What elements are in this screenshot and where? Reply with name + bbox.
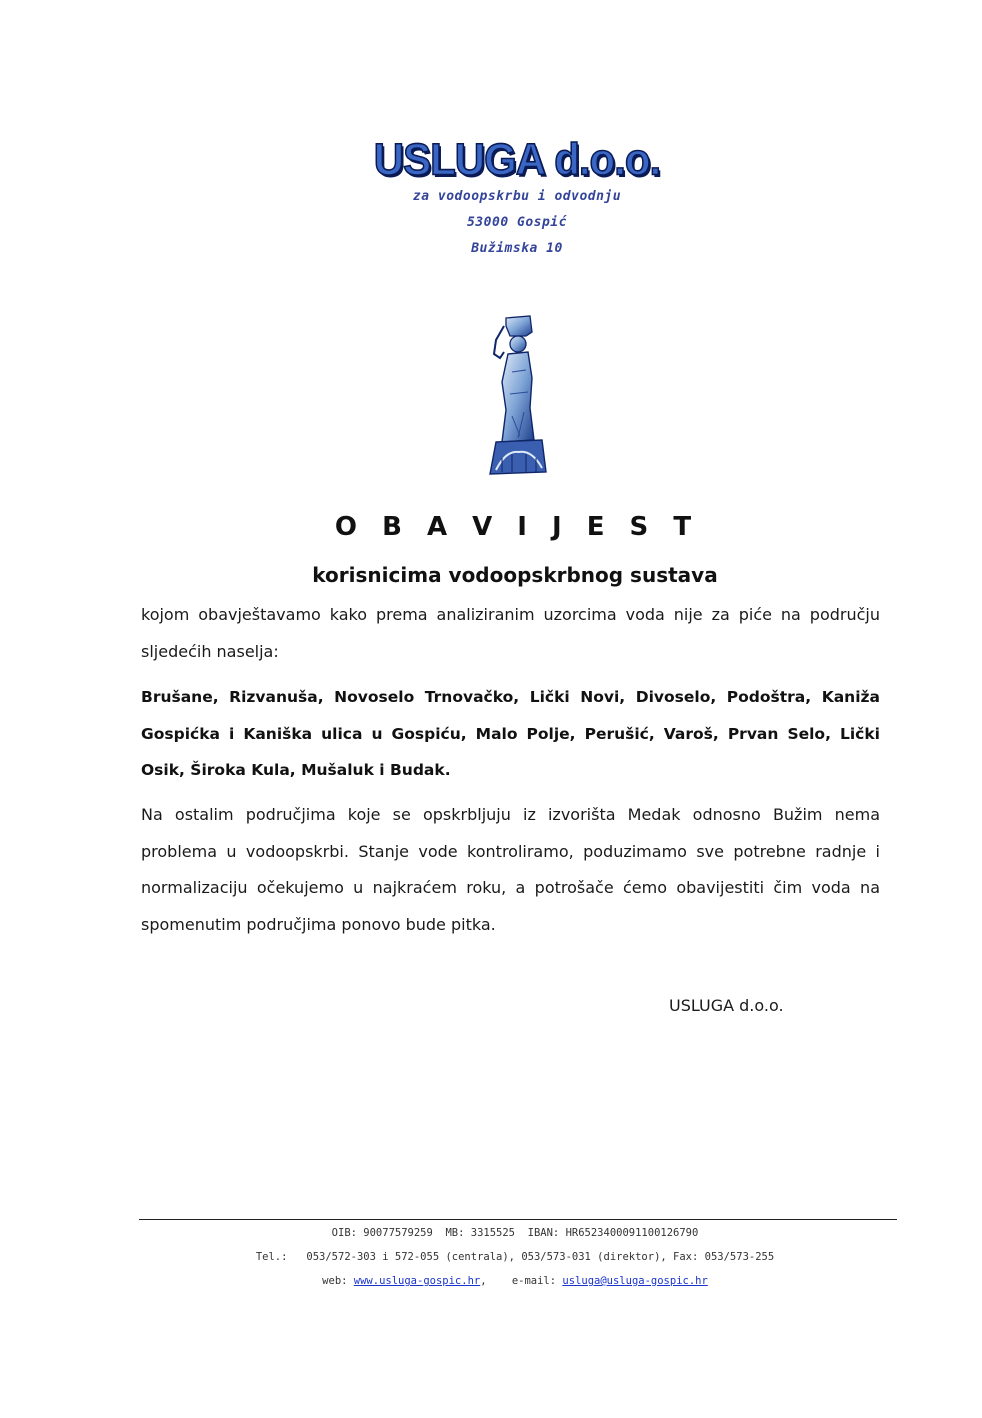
statue-logo-icon bbox=[486, 312, 552, 480]
web-label: web: bbox=[322, 1275, 354, 1287]
footer-contacts bbox=[0, 1275, 982, 1287]
email-label: , e-mail: bbox=[480, 1275, 563, 1287]
footer-phones: Tel.: 053/572-303 i 572-055 (centrala), 053/573-031 (direktor), Fax: 053/573-255 bbox=[255, 1251, 775, 1263]
company-street: Bužimska 10 bbox=[471, 241, 563, 256]
signature: USLUGA d.o.o. bbox=[669, 996, 784, 1015]
footer-company-ids: OIB: 90077579259 MB: 3315525 IBAN: HR6523400091100126790 bbox=[331, 1227, 699, 1239]
affected-places-paragraph: Brušane, Rizvanuša, Novoselo Trnovačko, Lički Novi, Divoselo, Podoštra, Kaniža Gospićka i Kaniška ulica u Gospiću, Malo Polje, Perušić, Varoš, Prvan Selo, Lički Osik, Široka Kula, Mušaluk i Budak. bbox=[141, 688, 880, 779]
website-link[interactable]: www.usluga-gospic.hr bbox=[353, 1275, 481, 1287]
notice-title: O B A V I J E S T bbox=[334, 512, 700, 542]
email-link[interactable]: usluga@usluga-gospic.hr bbox=[562, 1275, 708, 1287]
company-name: USLUGA d.o.o. bbox=[373, 134, 661, 185]
status-paragraph: Na ostalim područjima koje se opskrbljuju iz izvorišta Medak odnosno Bužim nema problema u vodoopskrbi. Stanje vode kontroliramo, poduzimamo sve potrebne radnje i normalizaciju očekujemo u najkraćem roku, a potrošače ćemo obavijestiti čim voda na spomenutim područjima ponovo bude pitka. bbox=[141, 805, 880, 934]
footer-divider bbox=[139, 1219, 897, 1220]
company-city: 53000 Gospić bbox=[467, 215, 567, 230]
notice-subtitle: korisnicima vodoopskrbnog sustava bbox=[312, 563, 718, 587]
company-subtitle: za vodoopskrbu i odvodnju bbox=[412, 189, 622, 204]
intro-paragraph: kojom obavještavamo kako prema analiziranim uzorcima voda nije za piće na području sljedećih naselja: bbox=[141, 605, 880, 661]
